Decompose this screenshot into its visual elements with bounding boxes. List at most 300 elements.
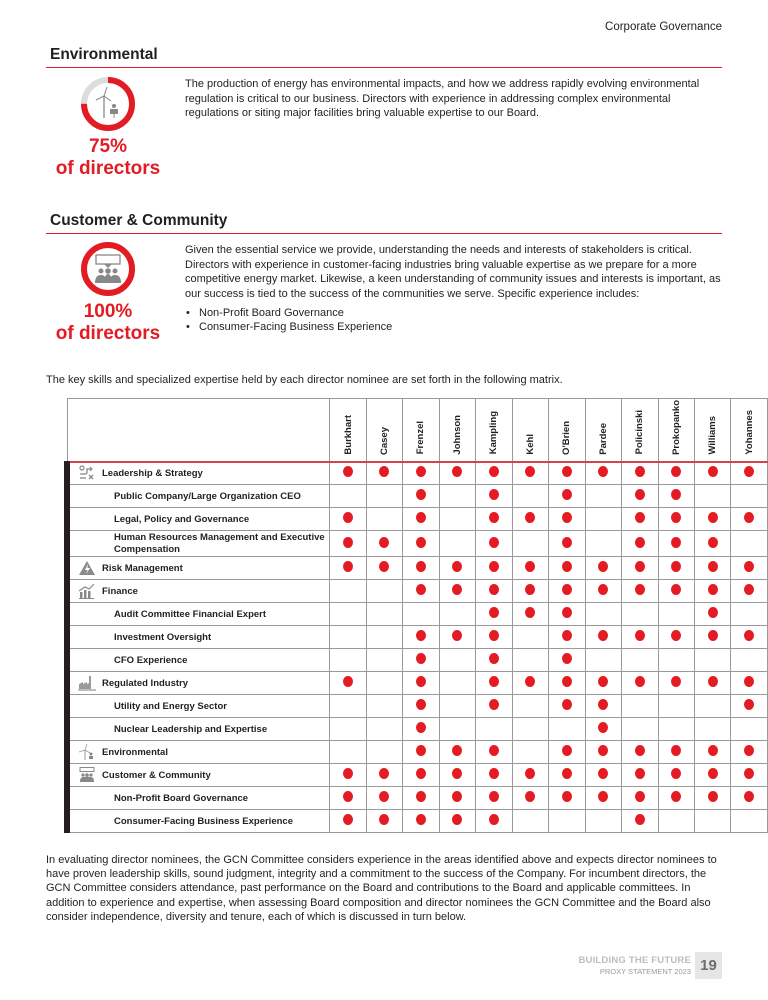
matrix-cell	[330, 508, 366, 531]
section-paragraph: The production of energy has environmental impacts, and how we address rapidly evolving environmental regulation is critical to our business. Directors with experience in addressing complex environmental regulations or siting major facilities bring valuable expertise to our Board.	[185, 78, 700, 119]
skill-dot	[744, 676, 754, 687]
matrix-cell	[549, 787, 585, 810]
page-number: 19	[695, 952, 722, 979]
matrix-cell	[330, 741, 366, 764]
matrix-cell	[330, 603, 366, 626]
matrix-cell	[694, 649, 730, 672]
skill-label-cell	[67, 764, 330, 787]
matrix-cell	[694, 603, 730, 626]
matrix-cell	[658, 787, 694, 810]
matrix-cell	[439, 626, 475, 649]
matrix-corner	[67, 399, 330, 462]
matrix-cell	[694, 557, 730, 580]
skill-dot	[416, 768, 426, 779]
skill-dot	[452, 561, 462, 572]
paragraph-text: Given the essential service we provide, understanding the needs and interests of stakeholders is critical. Directors with experience in customer-facing industries bring valuable expertise as we prepare for a more competitive energy market. Likewise, a keen understanding of community issues and interests is important, as our success is tied to the success of the communities we serve. Specific experience includes:	[185, 244, 721, 300]
skill-dot	[489, 745, 499, 756]
skill-dot	[635, 489, 645, 500]
customer-community-stat	[46, 241, 170, 345]
skill-dot	[562, 489, 572, 500]
matrix-cell	[694, 672, 730, 695]
director-name: Yohannes	[743, 409, 755, 455]
skill-subcategory-label: Investment Oversight	[114, 631, 212, 643]
director-name: Kampling	[488, 411, 500, 455]
skill-dot	[489, 512, 499, 523]
matrix-cell	[403, 672, 439, 695]
director-name: Casey	[378, 426, 390, 455]
director-column-header	[731, 399, 768, 462]
matrix-row	[67, 741, 768, 764]
skill-dot	[379, 561, 389, 572]
matrix-cell	[512, 603, 548, 626]
skill-dot	[635, 791, 645, 802]
matrix-cell	[585, 695, 621, 718]
matrix-cell	[403, 718, 439, 741]
matrix-intro: The key skills and specialized expertise held by each director nominee are set forth in the following matrix.	[46, 374, 563, 386]
stat-label: of directors	[55, 323, 161, 344]
skill-label-cell	[67, 695, 330, 718]
matrix-cell	[694, 462, 730, 485]
matrix-cell	[476, 787, 512, 810]
skill-dot	[598, 630, 608, 641]
skill-dot	[379, 537, 389, 548]
matrix-row	[67, 580, 768, 603]
matrix-cell	[512, 580, 548, 603]
skill-dot	[671, 489, 681, 500]
skill-dot	[489, 699, 499, 710]
matrix-cell	[585, 626, 621, 649]
skill-subcategory-label: Audit Committee Financial Expert	[114, 608, 267, 620]
matrix-cell	[330, 531, 366, 557]
skill-dot	[452, 814, 462, 825]
skill-subcategory-label: Utility and Energy Sector	[114, 700, 227, 712]
skill-dot	[489, 676, 499, 687]
skill-dot	[416, 653, 426, 664]
matrix-cell	[476, 741, 512, 764]
skill-dot	[562, 466, 572, 477]
skill-label-cell	[67, 787, 330, 810]
matrix-cell	[731, 626, 768, 649]
skill-dot	[671, 512, 681, 523]
matrix-cell	[585, 508, 621, 531]
skill-dot	[562, 699, 572, 710]
matrix-cell	[330, 649, 366, 672]
skill-dot	[671, 466, 681, 477]
experience-list	[185, 307, 725, 334]
skill-dot	[708, 676, 718, 687]
matrix-cell	[549, 485, 585, 508]
skill-label-cell	[67, 672, 330, 695]
matrix-cell	[731, 557, 768, 580]
matrix-row	[67, 787, 768, 810]
matrix-cell	[549, 603, 585, 626]
skill-dot	[452, 584, 462, 595]
matrix-cell	[476, 531, 512, 557]
skill-dot	[489, 561, 499, 572]
skill-dot	[708, 512, 718, 523]
skill-dot	[708, 537, 718, 548]
skill-dot	[708, 768, 718, 779]
skill-label-cell	[67, 531, 330, 557]
matrix-cell	[731, 580, 768, 603]
matrix-cell	[476, 557, 512, 580]
skill-dot	[598, 699, 608, 710]
matrix-cell	[731, 508, 768, 531]
matrix-cell	[512, 810, 548, 833]
matrix-cell	[731, 718, 768, 741]
director-name: Burkhart	[342, 414, 354, 455]
director-column-header	[658, 399, 694, 462]
skill-subcategory-label: CFO Experience	[114, 654, 188, 666]
closing-paragraph: In evaluating director nominees, the GCN Committee considers experience in the areas identified above and expects director nominees to have proven leadership skills, sound judgment, integrity and a commitment to the success of the Company. For incumbent directors, the GCN Committee considers attendance, past performance on the Board and contributions to the Board and applicable committees. In addition to experience and expertise, when assessing Board composition and director nominees the GCN Committee and the Board also consider independence, diversity and tenure, each of which is discussed in turn below.	[46, 854, 717, 923]
director-column-header	[403, 399, 439, 462]
matrix-cell	[622, 580, 658, 603]
matrix-cell	[658, 718, 694, 741]
skill-dot	[708, 745, 718, 756]
matrix-cell	[585, 718, 621, 741]
skill-dot	[489, 630, 499, 641]
skill-dot	[598, 791, 608, 802]
matrix-row	[67, 462, 768, 485]
skill-dot	[598, 561, 608, 572]
matrix-cell	[330, 485, 366, 508]
skill-dot	[452, 466, 462, 477]
skill-dot	[489, 607, 499, 618]
skill-dot	[452, 630, 462, 641]
matrix-cell	[403, 810, 439, 833]
skill-dot	[452, 791, 462, 802]
director-name: Kehl	[524, 433, 536, 455]
skill-dot	[635, 466, 645, 477]
skill-dot	[635, 768, 645, 779]
matrix-row	[67, 810, 768, 833]
matrix-cell	[694, 531, 730, 557]
matrix-cell	[549, 462, 585, 485]
matrix-cell	[622, 695, 658, 718]
skill-dot	[635, 814, 645, 825]
skill-subcategory-label: Non-Profit Board Governance	[114, 792, 249, 804]
matrix-cell	[439, 462, 475, 485]
matrix-cell	[366, 718, 402, 741]
matrix-cell	[658, 741, 694, 764]
matrix-cell	[694, 810, 730, 833]
skill-dot	[416, 791, 426, 802]
matrix-cell	[658, 531, 694, 557]
skill-dot	[379, 768, 389, 779]
matrix-cell	[549, 672, 585, 695]
matrix-cell	[403, 695, 439, 718]
director-name: Policinski	[634, 410, 646, 455]
community-speech-icon	[95, 255, 121, 283]
skill-dot	[744, 584, 754, 595]
skill-dot	[598, 722, 608, 733]
matrix-cell	[549, 741, 585, 764]
matrix-cell	[585, 603, 621, 626]
wind-turbine-solar-icon	[96, 87, 118, 118]
skill-dot	[635, 676, 645, 687]
matrix-cell	[585, 764, 621, 787]
skill-dot	[343, 537, 353, 548]
matrix-cell	[694, 741, 730, 764]
skill-category-label: Environmental	[102, 746, 168, 758]
matrix-row	[67, 531, 768, 557]
skill-dot	[489, 489, 499, 500]
customer-community-donut	[80, 241, 136, 297]
matrix-cell	[585, 557, 621, 580]
finance-chart-icon	[78, 583, 96, 599]
matrix-cell	[366, 787, 402, 810]
matrix-cell	[330, 626, 366, 649]
matrix-cell	[366, 626, 402, 649]
footer-subtitle: PROXY STATEMENT 2023	[599, 967, 691, 976]
skill-dot	[489, 537, 499, 548]
matrix-cell	[366, 764, 402, 787]
skill-dot	[562, 512, 572, 523]
matrix-cell	[366, 741, 402, 764]
skill-label-cell	[67, 485, 330, 508]
skill-dot	[525, 791, 535, 802]
matrix-cell	[366, 557, 402, 580]
list-item: • Non-Profit Board Governance	[185, 307, 725, 321]
skill-category-label: Finance	[102, 585, 138, 597]
matrix-row	[67, 672, 768, 695]
skill-label-cell	[67, 580, 330, 603]
matrix-cell	[439, 485, 475, 508]
skill-dot	[708, 584, 718, 595]
skill-subcategory-label: Consumer-Facing Business Experience	[114, 815, 293, 827]
skill-dot	[708, 607, 718, 618]
matrix-cell	[476, 603, 512, 626]
matrix-row	[67, 649, 768, 672]
skill-dot	[343, 561, 353, 572]
matrix-cell	[622, 764, 658, 787]
matrix-cell	[366, 695, 402, 718]
matrix-cell	[366, 810, 402, 833]
director-column-header	[622, 399, 658, 462]
matrix-cell	[512, 741, 548, 764]
skill-dot	[452, 745, 462, 756]
matrix-cell	[403, 649, 439, 672]
matrix-cell	[658, 649, 694, 672]
skill-label-cell	[67, 718, 330, 741]
matrix-cell	[658, 508, 694, 531]
matrix-cell	[512, 485, 548, 508]
running-head: Corporate Governance	[605, 21, 722, 33]
matrix-cell	[731, 695, 768, 718]
matrix-cell	[476, 626, 512, 649]
skill-label-cell	[67, 649, 330, 672]
matrix-cell	[439, 649, 475, 672]
matrix-cell	[622, 485, 658, 508]
matrix-cell	[658, 557, 694, 580]
matrix-cell	[622, 557, 658, 580]
matrix-cell	[585, 787, 621, 810]
director-column-header	[585, 399, 621, 462]
skill-dot	[562, 676, 572, 687]
skill-dot	[343, 791, 353, 802]
matrix-cell	[512, 672, 548, 695]
matrix-cell	[403, 531, 439, 557]
stat-label: of directors	[55, 158, 161, 179]
matrix-row	[67, 764, 768, 787]
matrix-cell	[585, 672, 621, 695]
matrix-cell	[694, 485, 730, 508]
matrix-cell	[330, 462, 366, 485]
skill-dot	[489, 653, 499, 664]
matrix-cell	[658, 672, 694, 695]
skill-subcategory-label: Public Company/Large Organization CEO	[114, 490, 301, 502]
skill-dot	[708, 561, 718, 572]
matrix-row	[67, 626, 768, 649]
matrix-cell	[439, 764, 475, 787]
section-title: Environmental	[46, 46, 722, 68]
skill-dot	[416, 630, 426, 641]
matrix-row	[67, 695, 768, 718]
matrix-cell	[476, 695, 512, 718]
matrix-row	[67, 508, 768, 531]
skill-dot	[635, 537, 645, 548]
skill-dot	[416, 537, 426, 548]
matrix-cell	[330, 695, 366, 718]
director-name: Williams	[707, 416, 719, 455]
matrix-cell	[330, 557, 366, 580]
skill-dot	[525, 676, 535, 687]
matrix-cell	[658, 603, 694, 626]
matrix-cell	[366, 649, 402, 672]
skill-dot	[671, 630, 681, 641]
matrix-cell	[476, 672, 512, 695]
skill-dot	[379, 814, 389, 825]
matrix-row	[67, 557, 768, 580]
director-column-header	[549, 399, 585, 462]
skill-label-cell	[67, 603, 330, 626]
matrix-cell	[403, 764, 439, 787]
director-column-header	[366, 399, 402, 462]
matrix-cell	[330, 672, 366, 695]
matrix-cell	[439, 695, 475, 718]
skill-dot	[598, 584, 608, 595]
matrix-cell	[731, 603, 768, 626]
skill-dot	[671, 537, 681, 548]
matrix-cell	[585, 462, 621, 485]
skill-dot	[562, 768, 572, 779]
skills-matrix-table	[64, 398, 768, 833]
skill-dot	[343, 466, 353, 477]
skill-dot	[635, 584, 645, 595]
matrix-cell	[549, 810, 585, 833]
skill-dot	[416, 745, 426, 756]
skill-dot	[671, 561, 681, 572]
matrix-cell	[476, 649, 512, 672]
skill-label-cell	[67, 810, 330, 833]
matrix-cell	[512, 718, 548, 741]
skill-dot	[562, 745, 572, 756]
environmental-stat	[46, 76, 170, 180]
matrix-cell	[476, 810, 512, 833]
matrix-cell	[731, 462, 768, 485]
skill-category-label: Customer & Community	[102, 769, 211, 781]
skill-subcategory-label: Human Resources Management and Executive Compensation	[114, 531, 325, 555]
skill-dot	[708, 791, 718, 802]
matrix-cell	[366, 672, 402, 695]
skill-dot	[744, 699, 754, 710]
matrix-cell	[439, 787, 475, 810]
skill-dot	[416, 722, 426, 733]
page-footer	[578, 952, 722, 979]
skill-dot	[416, 814, 426, 825]
community-icon	[78, 767, 96, 783]
skill-label-cell	[67, 462, 330, 485]
matrix-cell	[403, 462, 439, 485]
matrix-cell	[694, 695, 730, 718]
matrix-cell	[731, 810, 768, 833]
matrix-cell	[549, 626, 585, 649]
skill-dot	[416, 489, 426, 500]
skill-category-label: Regulated Industry	[102, 677, 189, 689]
matrix-cell	[366, 485, 402, 508]
skill-dot	[525, 607, 535, 618]
matrix-cell	[403, 508, 439, 531]
skill-dot	[416, 561, 426, 572]
matrix-cell	[439, 508, 475, 531]
matrix-cell	[585, 531, 621, 557]
matrix-cell	[658, 485, 694, 508]
director-column-header	[694, 399, 730, 462]
matrix-cell	[403, 580, 439, 603]
matrix-cell	[330, 787, 366, 810]
matrix-header-row	[67, 399, 768, 462]
environmental-donut	[80, 76, 136, 132]
skill-dot	[671, 584, 681, 595]
matrix-cell	[622, 462, 658, 485]
matrix-cell	[476, 462, 512, 485]
skill-dot	[416, 676, 426, 687]
matrix-cell	[330, 718, 366, 741]
skill-dot	[562, 653, 572, 664]
stat-percent: 100%	[83, 301, 133, 322]
director-name: Pardee	[597, 422, 609, 455]
matrix-cell	[549, 718, 585, 741]
skill-dot	[598, 768, 608, 779]
wind-turbine-icon	[78, 744, 96, 760]
matrix-cell	[549, 695, 585, 718]
skill-dot	[671, 676, 681, 687]
matrix-cell	[731, 485, 768, 508]
matrix-cell	[658, 695, 694, 718]
skill-dot	[489, 791, 499, 802]
matrix-cell	[512, 531, 548, 557]
list-item: • Consumer-Facing Business Experience	[185, 321, 725, 335]
matrix-cell	[476, 718, 512, 741]
matrix-cell	[403, 626, 439, 649]
matrix-cell	[658, 764, 694, 787]
skill-dot	[525, 466, 535, 477]
director-column-header	[476, 399, 512, 462]
matrix-cell	[512, 462, 548, 485]
director-column-header	[512, 399, 548, 462]
skill-subcategory-label: Legal, Policy and Governance	[114, 513, 250, 525]
matrix-cell	[731, 787, 768, 810]
matrix-cell	[439, 741, 475, 764]
matrix-cell	[403, 787, 439, 810]
footer-brand: BUILDING THE FUTURE	[578, 955, 691, 966]
matrix-cell	[512, 764, 548, 787]
matrix-row	[67, 718, 768, 741]
matrix-cell	[330, 580, 366, 603]
risk-warning-icon	[78, 560, 96, 576]
matrix-cell	[439, 557, 475, 580]
matrix-cell	[512, 508, 548, 531]
